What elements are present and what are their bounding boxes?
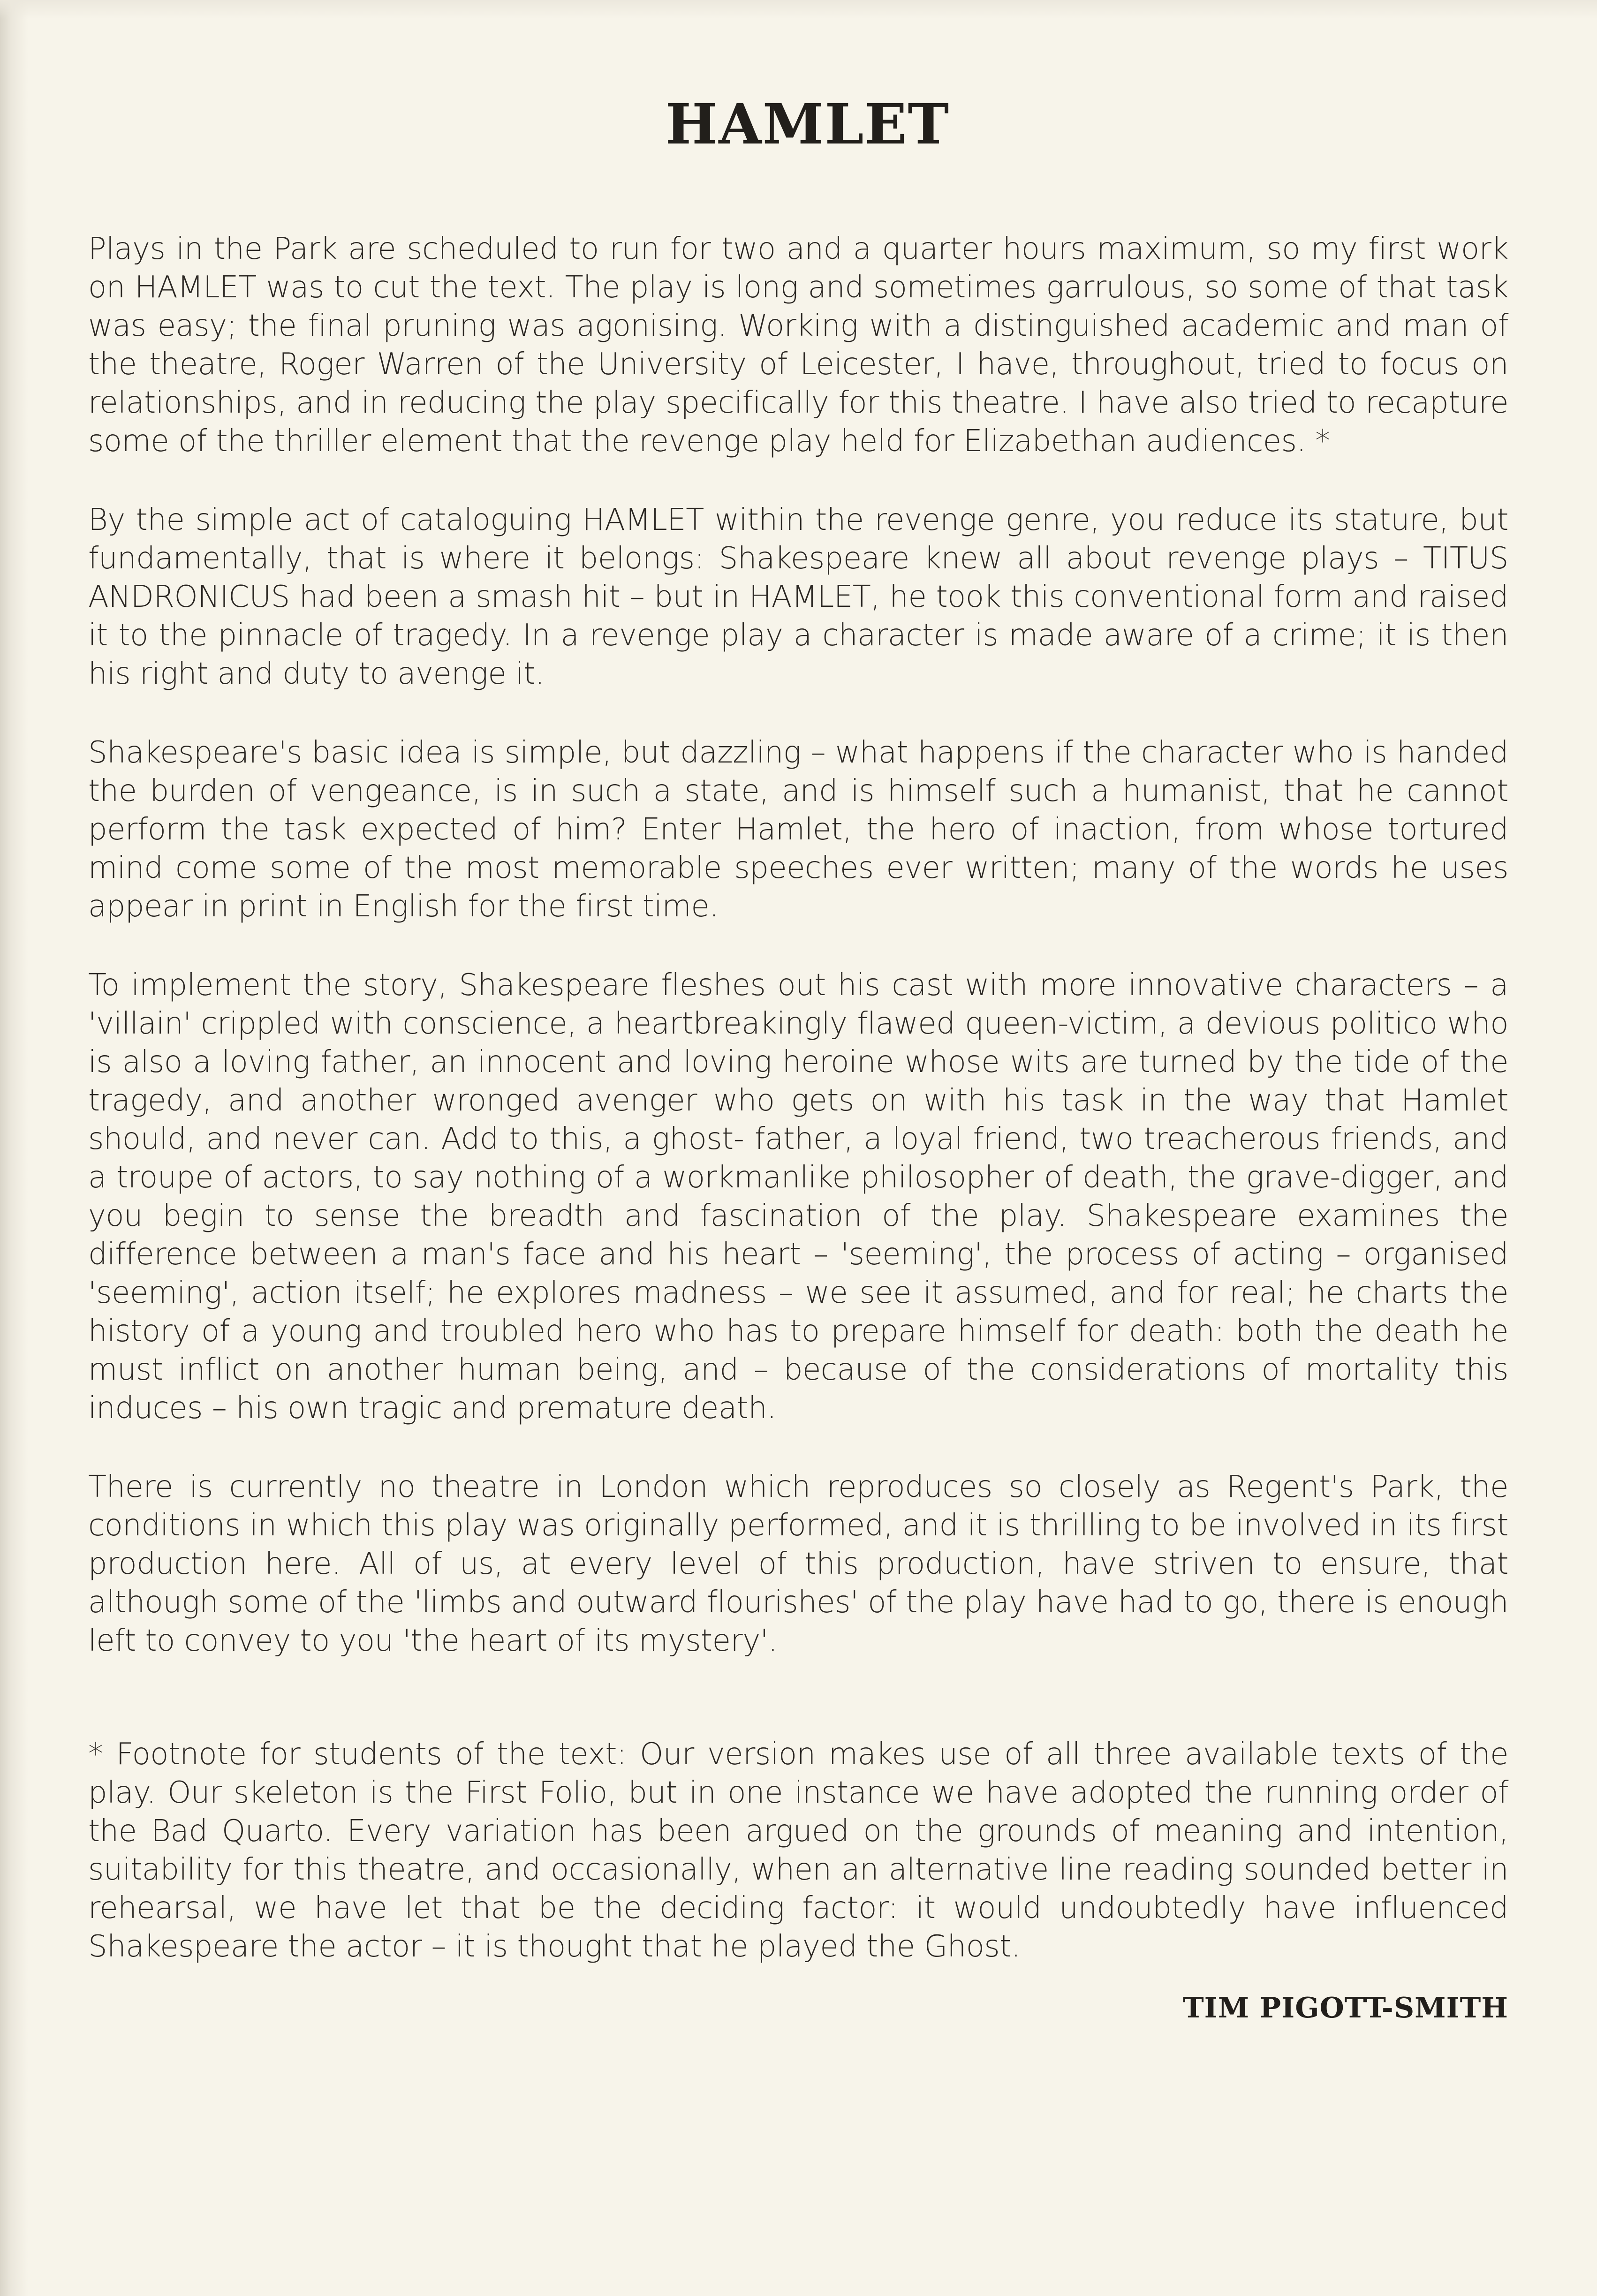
article (88, 89, 1508, 2027)
paragraph-4: To implement the story, Shakespeare fleshes out his cast with more innovative characters – a 'villain' crippled with conscience, a heartbreakingly flawed queen-victim, a devious politico who is also a loving father, an innocent and loving heroine whose wits are turned by the tide of the tragedy, and another wronged avenger who gets on with his task in the way that Hamlet should, and never can. Add to this, a ghost- father, a loyal friend, two treacherous friends, and a troupe of actors, to say nothing of a workmanlike philosopher of death, the grave-digger, and you begin to sense the breadth and fascination of the play. Shakespeare examines the difference between a man's face and his heart – 'seeming', the process of acting – organised 'seeming', action itself; he explores madness – we see it assumed, and for real; he charts the history of a young and troubled hero who has to prepare himself for death: both the death he must inflict on another human being, and – because of the considerations of mortality this induces – his own tragic and premature death. (88, 968, 1508, 1426)
paragraph-3: Shakespeare's basic idea is simple, but dazzling – what happens if the character who is handed the burden of vengeance, is in such a state, and is himself such a humanist, that he cannot perform the task expected of him? Enter Hamlet, the hero of inaction, from whose tortured mind come some of the most memorable speeches ever written; many of the words he uses appear in print in English for the first time. (88, 735, 1508, 924)
page-edge-shadow (0, 0, 28, 2296)
page-top-shadow (0, 0, 1597, 19)
author-signature: TIM PIGOTT-SMITH (1183, 1992, 1508, 2024)
paragraph-5: There is currently no theatre in London which reproduces so closely as Regent's Park, the conditions in which this play was originally performed, and it is thrilling to be involved in its first production here. All of us, at every level of this production, have striven to ensure, that although some of the 'limbs and outward flourishes' of the play have had to go, there is enough left to convey to you 'the heart of its mystery'. (88, 1470, 1508, 1658)
paragraph-2: By the simple act of cataloguing HAMLET within the revenge genre, you reduce its stature, but fundamentally, that is where it belongs: Shakespeare knew all about revenge plays – TITUS ANDRONICUS had been a smash hit – but in HAMLET, he took this conventional form and raised it to the pinnacle of tragedy. In a revenge play a character is made aware of a crime; it is then his right and duty to avenge it. (88, 503, 1508, 691)
paragraph-1: Plays in the Park are scheduled to run for two and a quarter hours maximum, so my first work on HAMLET was to cut the text. The play is long and sometimes garrulous, so some of that task was easy; the final pruning was agonising. Working with a distinguished academic and man of the theatre, Roger Warren of the University of Leicester, I have, throughout, tried to focus on relationships, and in reducing the play specifically for this theatre. I have also tried to recapture some of the thriller element that the revenge play held for Elizabethan audiences. * (88, 232, 1508, 459)
footnote: * Footnote for students of the text: Our version makes use of all three available texts of the play. Our skeleton is the First Folio, but in one instance we have adopted the running order of the Bad Quarto. Every variation has been argued on the grounds of meaning and intention, suitability for this theatre, and occasionally, when an alternative line reading sounded better in rehearsal, we have let that be the deciding factor: it would undoubtedly have influenced Shakespeare the actor – it is thought that he played the Ghost. (88, 1737, 1508, 1964)
article-body (88, 230, 1508, 1966)
page-title: HAMLET (665, 91, 950, 157)
